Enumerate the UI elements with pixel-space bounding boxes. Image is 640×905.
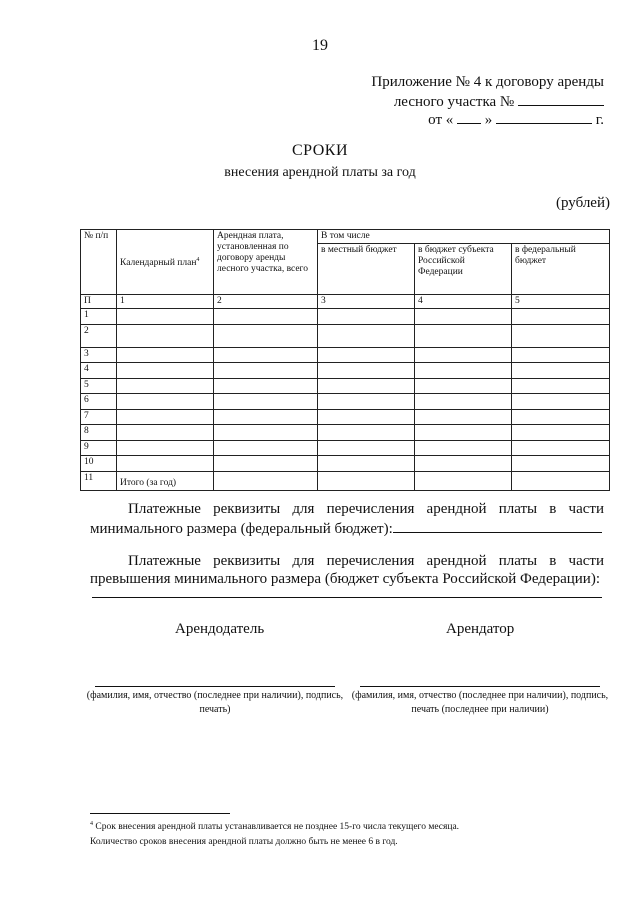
cell [415,378,512,394]
cell [512,471,610,490]
col-num-1: 1 [117,295,214,309]
document-subtitle: внесения арендной платы за год [224,165,416,180]
cell [214,394,318,410]
table-row [81,363,610,379]
cell [512,378,610,394]
row-number: 5 [81,378,117,394]
table-row [81,378,610,394]
header-rent-total: Арендная плата, установленная по договору аренды лесного участка, всего [214,230,318,295]
cell [512,394,610,410]
cell [214,347,318,363]
row-number: 3 [81,347,117,363]
row-number: 1 [81,309,117,325]
annex-plot-number [394,91,604,111]
cell [214,440,318,456]
cell [512,347,610,363]
row-label [117,324,214,347]
row-label [117,456,214,472]
row-number: 8 [81,425,117,441]
table-header-row-1 [81,230,610,244]
row-number: 11 [81,471,117,490]
annex-date [428,109,604,129]
payment-details-subject [90,552,604,588]
page-number: 19 [312,37,328,54]
cell [512,363,610,379]
header-local-budget: в местный бюджет [318,244,415,295]
cell [415,324,512,347]
cell [214,471,318,490]
table-row [81,309,610,325]
cell [415,309,512,325]
cell [512,456,610,472]
col-num-0: П [81,295,117,309]
cell [415,363,512,379]
date-open-quote: от « [428,112,454,128]
footnote-text-2: Количество сроков внесения арендной платы должно быть не менее 6 в год. [90,837,398,848]
cell [318,425,415,441]
cell [415,471,512,490]
annex-title: Приложение № 4 к договору аренды [371,74,604,90]
header-calendar-label: Календарный план [120,258,197,269]
header-num: № п/п [81,230,117,295]
column-number-row [81,295,610,309]
footnote-marker: 4 [90,821,93,827]
payment-details-subject-text: Платежные реквизиты для перечисления арендной платы в части превышения минимального размера (бюджет субъекта Российской Федерации): [90,553,604,587]
day-blank [457,109,481,124]
cell [512,440,610,456]
col-num-2: 2 [214,295,318,309]
cell [415,409,512,425]
row-label [117,440,214,456]
row-number: 10 [81,456,117,472]
table-row [81,425,610,441]
col-num-4: 4 [415,295,512,309]
cell [318,378,415,394]
cell [214,456,318,472]
currency-note: (рублей) [555,195,610,211]
cell [415,456,512,472]
cell [415,394,512,410]
row-number: 4 [81,363,117,379]
table-row [81,394,610,410]
cell [318,440,415,456]
row-label [117,309,214,325]
col-num-3: 3 [318,295,415,309]
table-row [81,324,610,347]
document-title: СРОКИ [291,142,349,159]
row-number: 2 [81,324,117,347]
header-subject-budget: в бюджет субъекта Российской Федерации [415,244,512,295]
cell [318,409,415,425]
row-number: 6 [81,394,117,410]
cell [415,425,512,441]
header-calendar-footnote: 4 [196,256,200,263]
cell [318,309,415,325]
cell [214,425,318,441]
row-label [117,363,214,379]
year-suffix: г. [595,112,604,128]
header-including: В том числе [318,230,610,244]
plot-number-blank [518,91,604,106]
table-row [81,440,610,456]
cell [318,324,415,347]
date-close-quote: » [484,112,493,128]
row-number: 7 [81,409,117,425]
federal-details-blank [393,518,602,533]
row-label [117,378,214,394]
annex-plot-label: лесного участка № [393,94,515,110]
cell [512,425,610,441]
cell [318,347,415,363]
payment-details-federal [90,500,604,538]
col-num-5: 5 [512,295,610,309]
month-year-blank [496,109,592,124]
lessee-signature-caption: (фамилия, имя, отчество (последнее при наличии), подпись, печать (последнее при наличии) [351,690,609,715]
lessee-label: Арендатор [446,621,515,637]
header-calendar [117,230,214,295]
footnote-line-1 [90,817,590,835]
lessor-label: Арендодатель [175,621,265,637]
lessor-signature-caption: (фамилия, имя, отчество (последнее при наличии), подпись, печать) [86,690,344,715]
lessor-signature-line [95,685,335,687]
cell [214,324,318,347]
cell [214,363,318,379]
table-row [81,409,610,425]
cell [318,363,415,379]
cell [214,309,318,325]
subject-details-blank [92,596,602,598]
footnote-separator [90,812,230,814]
cell [415,347,512,363]
row-label-total: Итого (за год) [117,471,214,490]
cell [318,456,415,472]
header-federal-budget: в федеральный бюджет [512,244,610,295]
footnote-text-1: Срок внесения арендной платы устанавливается не позднее 15-го числа текущего месяца. [95,822,460,833]
cell [318,471,415,490]
payment-schedule-table [80,229,610,491]
cell [214,409,318,425]
payment-details-federal-text: Платежные реквизиты для перечисления арендной платы в части минимального размера (федеральный бюджет): [90,501,604,537]
row-label [117,409,214,425]
row-label [117,394,214,410]
lessee-signature-line [360,685,600,687]
row-label [117,347,214,363]
cell [512,309,610,325]
cell [214,378,318,394]
table-row [81,347,610,363]
footnote [90,817,590,850]
row-number: 9 [81,440,117,456]
row-label [117,425,214,441]
cell [415,440,512,456]
table-row [81,456,610,472]
cell [318,394,415,410]
cell [512,409,610,425]
table-row-total [81,471,610,490]
cell [512,324,610,347]
